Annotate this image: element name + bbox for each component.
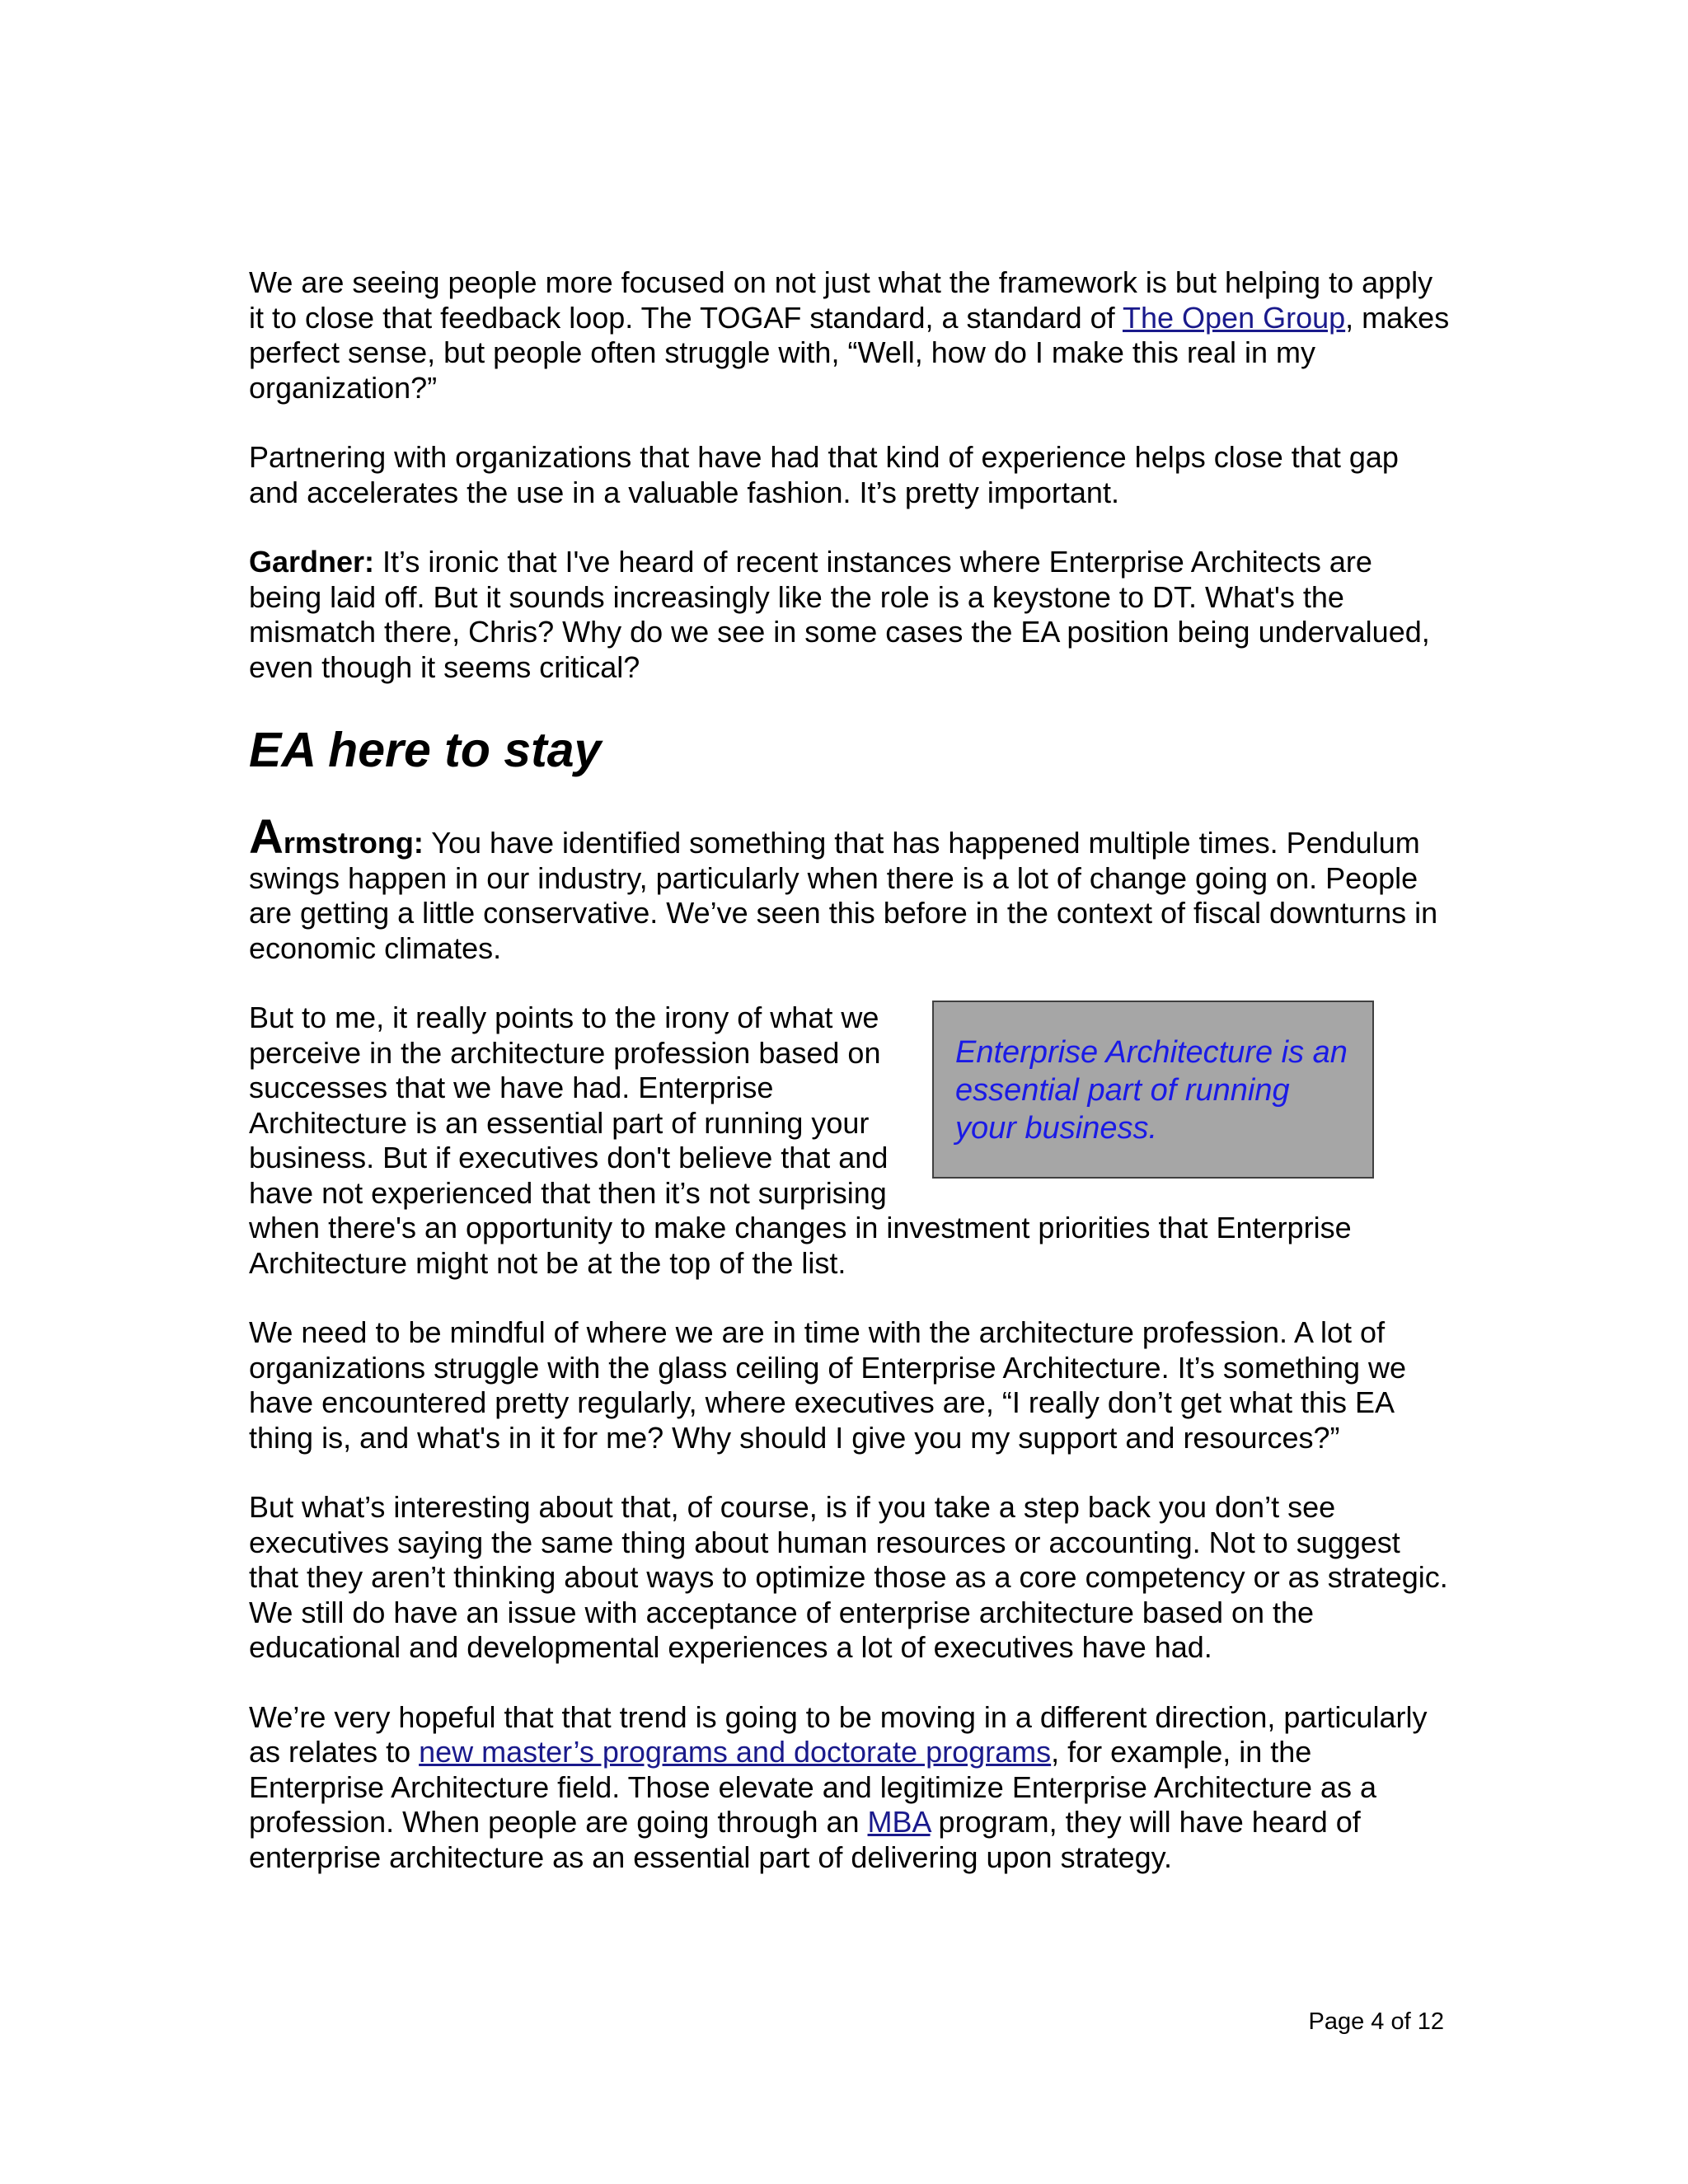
paragraph-2: Partnering with organizations that have had that kind of experience helps close that gap and accelerates the use in a valuable fashion. It’s pretty important. (249, 440, 1399, 509)
paragraph-8-text-b: , for example, in the Enterprise Architecture field. Those elevate and legitimize Enterprise Architecture as a profession. When people are going through an (249, 1735, 1377, 1839)
paragraph-1-text-b: , makes perfect sense, but people often struggle with, “Well, how do I make this real in my organization?” (249, 300, 1450, 405)
paragraph-4 (249, 810, 1452, 966)
paragraph-3-text: It’s ironic that I've heard of recent instances where Enterprise Architects are being laid off. But it sounds increasingly like the role is a keystone to DT. What's the mismatch there, Chris? Why do we see in some cases the EA position being undervalued, even though it seems critical? (249, 545, 1430, 684)
paragraph-8-text-c: program, they will have heard of enterprise architecture as an essential part of delivering upon strategy. (249, 1805, 1361, 1874)
paragraph-1 (249, 265, 1452, 405)
paragraph-6: We need to be mindful of where we are in time with the architecture profession. A lot of organizations struggle with the glass ceiling of Enterprise Architecture. It’s something we have encountered pretty regularly, where executives are, “I really don’t get what this EA thing is, and what's in it for me? Why should I give you my support and resources?” (249, 1315, 1407, 1455)
speaker-label-gardner: Gardner: (249, 545, 375, 579)
the-open-group-link[interactable]: The Open Group (1122, 300, 1346, 335)
paragraph-1-text-a: We are seeing people more focused on not just what the framework is but helping to apply it to close that feedback loop. The TOGAF standard, a standard of (249, 265, 1433, 335)
speaker-label-armstrong: rmstrong: (283, 826, 424, 860)
mba-link[interactable]: MBA (867, 1805, 931, 1839)
section-heading: EA here to stay (249, 723, 602, 777)
article-body (249, 265, 1452, 1910)
masters-doctorate-programs-link[interactable]: new master’s programs and doctorate programs (419, 1735, 1052, 1769)
paragraph-4-text: You have identified something that has happened multiple times. Pendulum swings happen in our industry, particularly when there is a lot of change going on. People are getting a little conservative. We’ve seen this before in the context of fiscal downturns in economic climates. (249, 826, 1438, 965)
drop-cap-letter: A (249, 810, 284, 864)
paragraph-5-text: But to me, it really points to the irony of what we perceive in the architecture profession based on successes that we have had. Enterprise Architecture is an essential part of running your business. But if executives don't believe that and have not experienced that then it’s not surprising when there's an opportunity to make changes in investment priorities that Enterprise Architecture might not be at the top of the list. (249, 1001, 1352, 1280)
paragraph-3 (249, 545, 1452, 685)
paragraph-8 (249, 1700, 1452, 1876)
paragraph-5 (249, 1001, 1452, 1281)
paragraph-8-text-a: We’re very hopeful that that trend is going to be moving in a different direction, particularly as relates to (249, 1699, 1428, 1769)
paragraph-7: But what’s interesting about that, of course, is if you take a step back you don’t see executives saying the same thing about human resources or accounting. Not to suggest that they aren’t thinking about ways to optimize those as a core competency or as strategic. We still do have an issue with acceptance of enterprise architecture based on the educational and developmental experiences a lot of executives have had. (249, 1490, 1448, 1664)
pull-quote-box: Enterprise Architecture is an essential part of running your business. (932, 1001, 1374, 1179)
page-number: Page 4 of 12 (1308, 2008, 1444, 2035)
